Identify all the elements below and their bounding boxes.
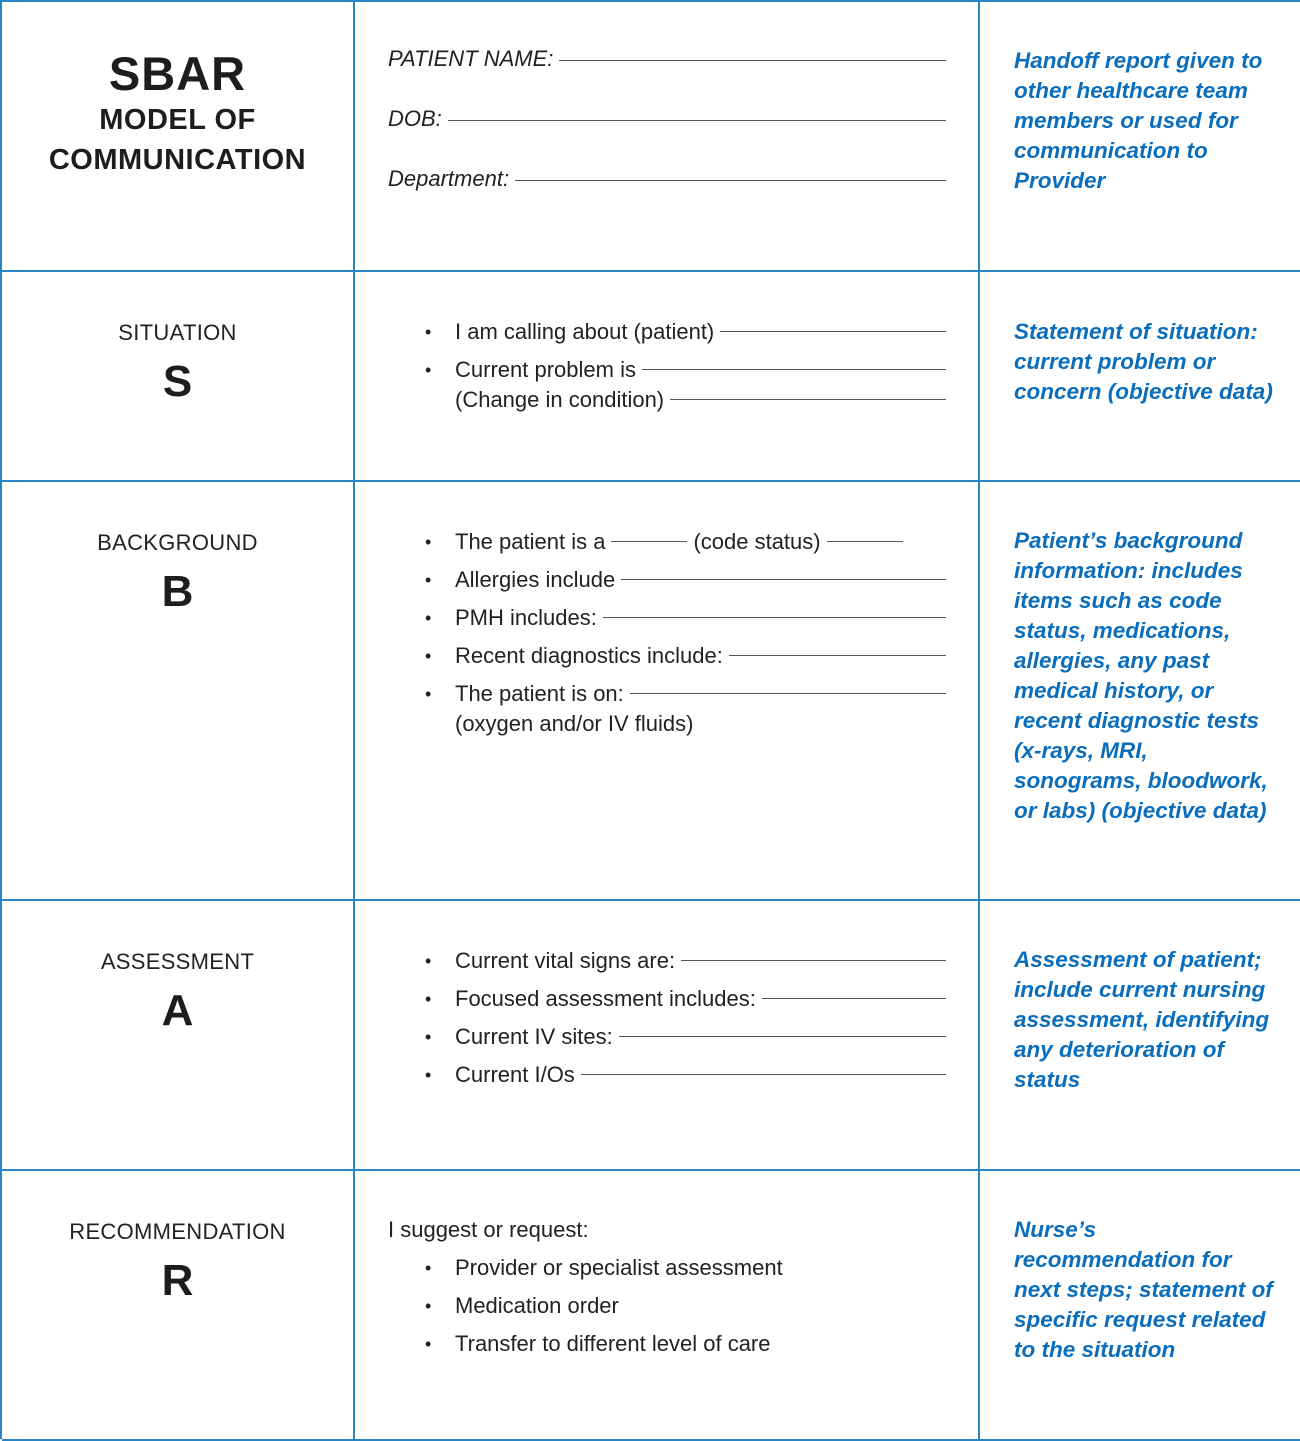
list-item: • Current IV sites: (425, 1022, 946, 1052)
list-item: • PMH includes: (425, 603, 946, 633)
recent-diagnostics-field[interactable] (729, 655, 946, 656)
dob-label: DOB: (388, 106, 442, 131)
list-item: • I am calling about (patient) (425, 317, 946, 347)
list-item: • Current problem is (Change in condition) (425, 355, 946, 415)
recommendation-content-cell (355, 1171, 980, 1441)
header-description: Handoff report given to other healthcare team members or used for communication to Provider (980, 2, 1300, 272)
section-name-situation: SITUATION (118, 320, 237, 345)
patient-is-a-field[interactable] (611, 541, 687, 542)
dob-field[interactable] (448, 119, 946, 121)
department-label: Department: (388, 166, 510, 191)
patient-is-on-field[interactable] (630, 693, 946, 694)
form-title: SBAR (108, 47, 247, 100)
list-item: • Current vital signs are: (425, 946, 946, 976)
situation-content-cell (355, 272, 980, 482)
section-letter-b: B (161, 567, 194, 616)
background-list (355, 482, 978, 739)
background-description: Patient’s background information: includes items such as code status, medications, allergies, any past medical history, or recent diagnostic tests (x-rays, MRI, sonograms, bloodwork, or labs) (objective data) (980, 482, 1300, 901)
code-status-field[interactable] (827, 541, 903, 542)
department-row (388, 166, 946, 226)
list-item: • Current I/Os (425, 1060, 946, 1090)
list-item: • Transfer to different level of care (425, 1329, 946, 1359)
recommendation-description: Nurse’s recommendation for next steps; statement of specific request related to the situation (980, 1171, 1300, 1441)
patient-info-cell (355, 2, 980, 272)
section-letter-a: A (161, 986, 194, 1035)
section-name-assessment: ASSESSMENT (100, 949, 255, 974)
list-item: • Medication order (425, 1291, 946, 1321)
situation-description: Statement of situation: current problem or concern (objective data) (980, 272, 1300, 482)
form-subtitle-line1: MODEL OF (99, 104, 256, 136)
assessment-list (355, 901, 978, 1090)
title-cell (2, 2, 355, 272)
recommendation-label-cell (2, 1171, 355, 1441)
assessment-label-cell (2, 901, 355, 1171)
section-letter-s: S (162, 357, 193, 406)
vital-signs-field[interactable] (681, 960, 946, 961)
change-in-condition-field[interactable] (670, 399, 946, 400)
list-item: • The patient is on: (oxygen and/or IV fluids) (425, 679, 946, 739)
form-subtitle-line2: COMMUNICATION (48, 144, 307, 176)
section-letter-r: R (161, 1256, 194, 1305)
background-content-cell (355, 482, 980, 901)
iv-sites-field[interactable] (619, 1036, 946, 1037)
recommendation-list (355, 1245, 978, 1359)
list-item: • The patient is a (code status) (425, 527, 946, 557)
pmh-field[interactable] (603, 617, 946, 618)
assessment-content-cell (355, 901, 980, 1171)
section-name-background: BACKGROUND (97, 530, 258, 555)
allergies-field[interactable] (621, 579, 946, 580)
ios-field[interactable] (581, 1074, 946, 1075)
current-problem-field[interactable] (642, 369, 946, 370)
list-item: • Recent diagnostics include: (425, 641, 946, 671)
background-label-cell (2, 482, 355, 901)
calling-about-field[interactable] (720, 331, 946, 332)
list-item: • Provider or specialist assessment (425, 1253, 946, 1283)
dob-row (388, 106, 946, 166)
focused-assessment-field[interactable] (762, 998, 946, 999)
patient-name-field[interactable] (559, 59, 946, 61)
assessment-description: Assessment of patient; include current nursing assessment, identifying any deterioration of status (980, 901, 1300, 1171)
recommendation-intro: I suggest or request: (388, 1217, 589, 1242)
list-item: • Focused assessment includes: (425, 984, 946, 1014)
list-item: • Allergies include (425, 565, 946, 595)
patient-name-row (388, 46, 946, 106)
situation-label-cell (2, 272, 355, 482)
patient-name-label: PATIENT NAME: (388, 46, 554, 71)
situation-list (355, 272, 978, 415)
department-field[interactable] (515, 179, 946, 181)
section-name-recommendation: RECOMMENDATION (69, 1219, 286, 1244)
